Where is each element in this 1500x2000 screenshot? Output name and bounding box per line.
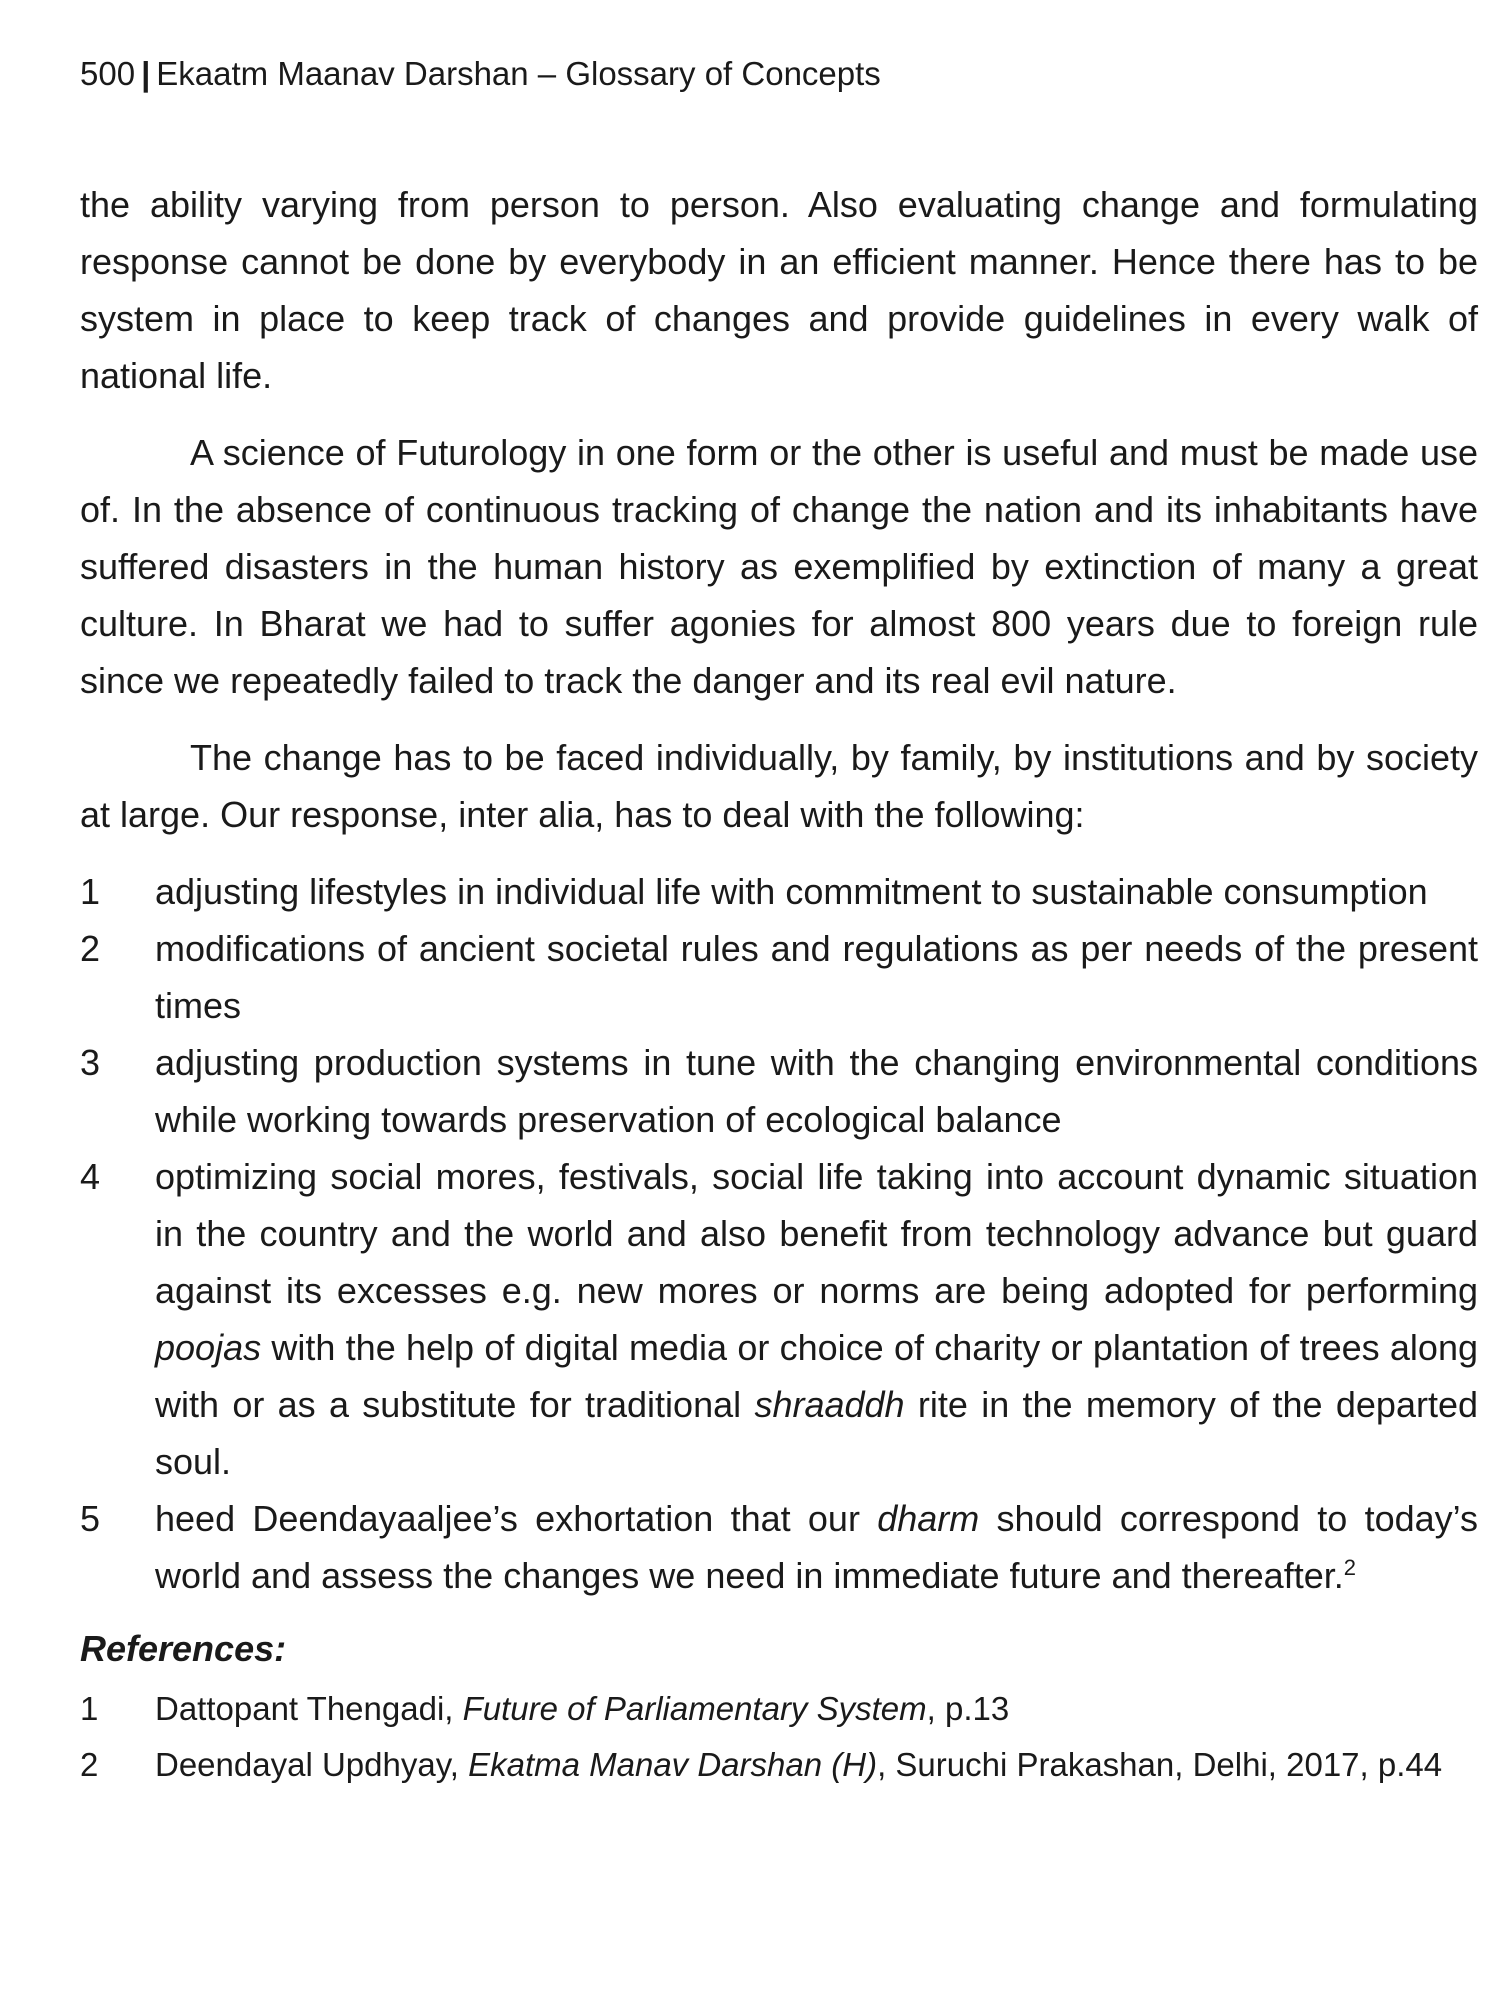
book-title: Ekaatm Maanav Darshan – Glossary of Concepts [156,55,881,92]
list-item-number: 3 [80,1042,101,1083]
reference-number: 1 [80,1690,99,1727]
paragraph-change-response: The change has to be faced individually, by family, by institutions and by society at large. Our response, inter alia, has to deal with the following: [80,737,1478,835]
italic-term-shraaddh: shraaddh [754,1384,905,1425]
references-heading: References: [80,1628,287,1669]
italic-term-dharm: dharm [877,1498,980,1539]
list-item-number: 5 [80,1498,101,1539]
italic-term-poojas: poojas [155,1327,262,1368]
response-list [80,863,1478,1604]
reference-details: , p.13 [926,1690,1010,1727]
list-item-number: 4 [80,1156,101,1197]
list-item-text-part: heed Deendayaaljee’s exhortation that our [155,1498,878,1539]
reference-details: , Suruchi Prakashan, Delhi, 2017, p.44 [877,1746,1443,1783]
header-separator: | [141,55,151,92]
list-item [80,1034,1478,1148]
list-item-text: adjusting lifestyles in individual life with commitment to sustainable consumption [155,871,1428,912]
list-item-text: adjusting production systems in tune with the changing environmental conditions while working towards preservation of ecological balance [155,1042,1478,1140]
paragraph-futurology: A science of Futurology in one form or the other is useful and must be made use of. In the absence of continuous tracking of change the nation and its inhabitants have suffered disasters in the human history as exemplified by extinction of many a great culture. In Bharat we had to suffer agonies for almost 800 years due to foreign rule since we repeatedly failed to track the danger and its real evil nature. [80,432,1478,701]
reference-title: Future of Parliamentary System [462,1690,927,1727]
list-item [80,1490,1478,1604]
reference-text [155,1681,1478,1737]
list-item-text-part: with the help of digital media or choice of charity or plantation of trees along with or as a substitute for traditional [155,1327,1478,1425]
list-item-text-part: optimizing social mores, festivals, social life taking into account dynamic situation in the country and the world and also benefit from technology advance but guard against its excesses e.g. new mores or norms are being adopted for performing [155,1156,1478,1311]
reference-author: Dattopant Thengadi, [155,1690,463,1727]
references-list [80,1681,1478,1793]
running-header [80,52,1478,96]
reference-author: Deendayal Updhyay, [155,1746,469,1783]
list-item-text-part: should correspond to today’s world and assess the changes we need in immediate future and thereafter. [155,1498,1479,1596]
list-item-number: 2 [80,928,101,969]
list-item-text-part: rite in the memory of the departed soul. [155,1384,1478,1482]
reference-number: 2 [80,1746,99,1783]
list-item-text [155,1490,1478,1604]
page-number: 500 [80,55,136,92]
body-text [80,176,1478,843]
list-item [80,1148,1478,1490]
list-item-number: 1 [80,871,101,912]
paragraph-continuation: the ability varying from person to person. Also evaluating change and formulating response cannot be done by everybody in an efficient manner. Hence there has to be system in place to keep track of changes and provide guidelines in every walk of national life. [80,184,1478,396]
list-item [80,863,1478,920]
reference-title: Ekatma Manav Darshan (H) [468,1746,878,1783]
footnote-marker: 2 [1343,1555,1356,1580]
list-item [80,920,1478,1034]
list-item-text: modifications of ancient societal rules and regulations as per needs of the present times [155,928,1478,1026]
reference-item [80,1681,1478,1737]
list-item-text [155,1148,1478,1490]
reference-text [155,1737,1478,1793]
reference-item [80,1737,1478,1793]
